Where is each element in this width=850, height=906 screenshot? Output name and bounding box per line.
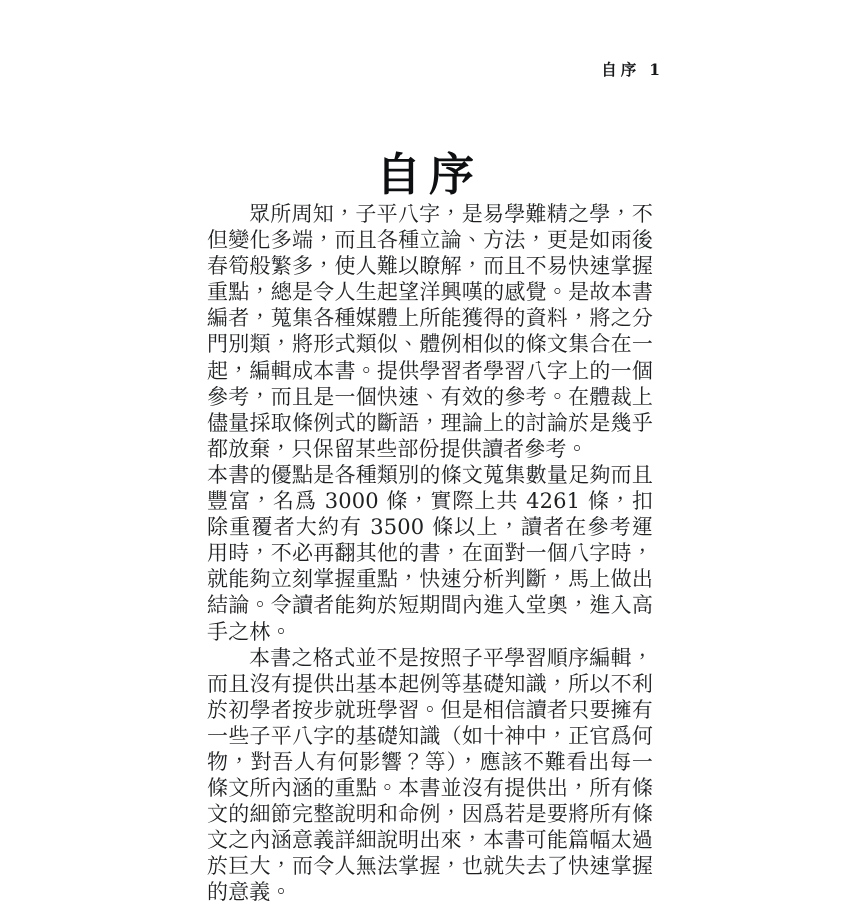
- running-header-title: 自序: [601, 60, 641, 79]
- running-header: [0, 58, 660, 80]
- body-text-block: [207, 201, 653, 906]
- paragraph: 本書的優點是各種類別的條文蒐集數量足夠而且豐富，名爲 3000 條，實際上共 4261 條，扣除重覆者大約有 3500 條以上，讀者在參考運用時，不必再翻其他的書，在面對一個八字時，就能夠立刻掌握重點，快速分析判斷，馬上做出結論。令讀者能夠於短期間內進入堂奧，進入高手之林。: [207, 462, 653, 644]
- page-title: 自序: [375, 148, 482, 202]
- paragraph: 眾所周知，子平八字，是易學難精之學，不但變化多端，而且各種立論、方法，更是如雨後春筍般繁多，使人難以瞭解，而且不易快速掌握重點，總是令人生起望洋興嘆的感覺。是故本書編者，蒐集各種媒體上所能獲得的資料，將之分門別類，將形式類似、體例相似的條文集合在一起，編輯成本書。提供學習者學習八字上的一個參考，而且是一個快速、有效的參考。在體裁上儘量採取條例式的斷語，理論上的討論於是幾乎都放棄，只保留某些部份提供讀者參考。: [207, 202, 653, 461]
- paragraph: 本書之格式並不是按照子平學習順序編輯，而且沒有提供出基本起例等基礎知識，所以不利於初學者按步就班學習。但是相信讀者只要擁有一些子平八字的基礎知識（如十神中，正官爲何物，對吾人有何影響？等），應該不難看出每一條文所內涵的重點。本書並沒有提供出，所有條文的細節完整說明和命例，因爲若是要將所有條文之內涵意義詳細說明出來，本書可能篇幅太過於巨大，而令人無法掌握，也就失去了快速掌握的意義。: [207, 645, 653, 905]
- page-number: 1: [649, 60, 660, 79]
